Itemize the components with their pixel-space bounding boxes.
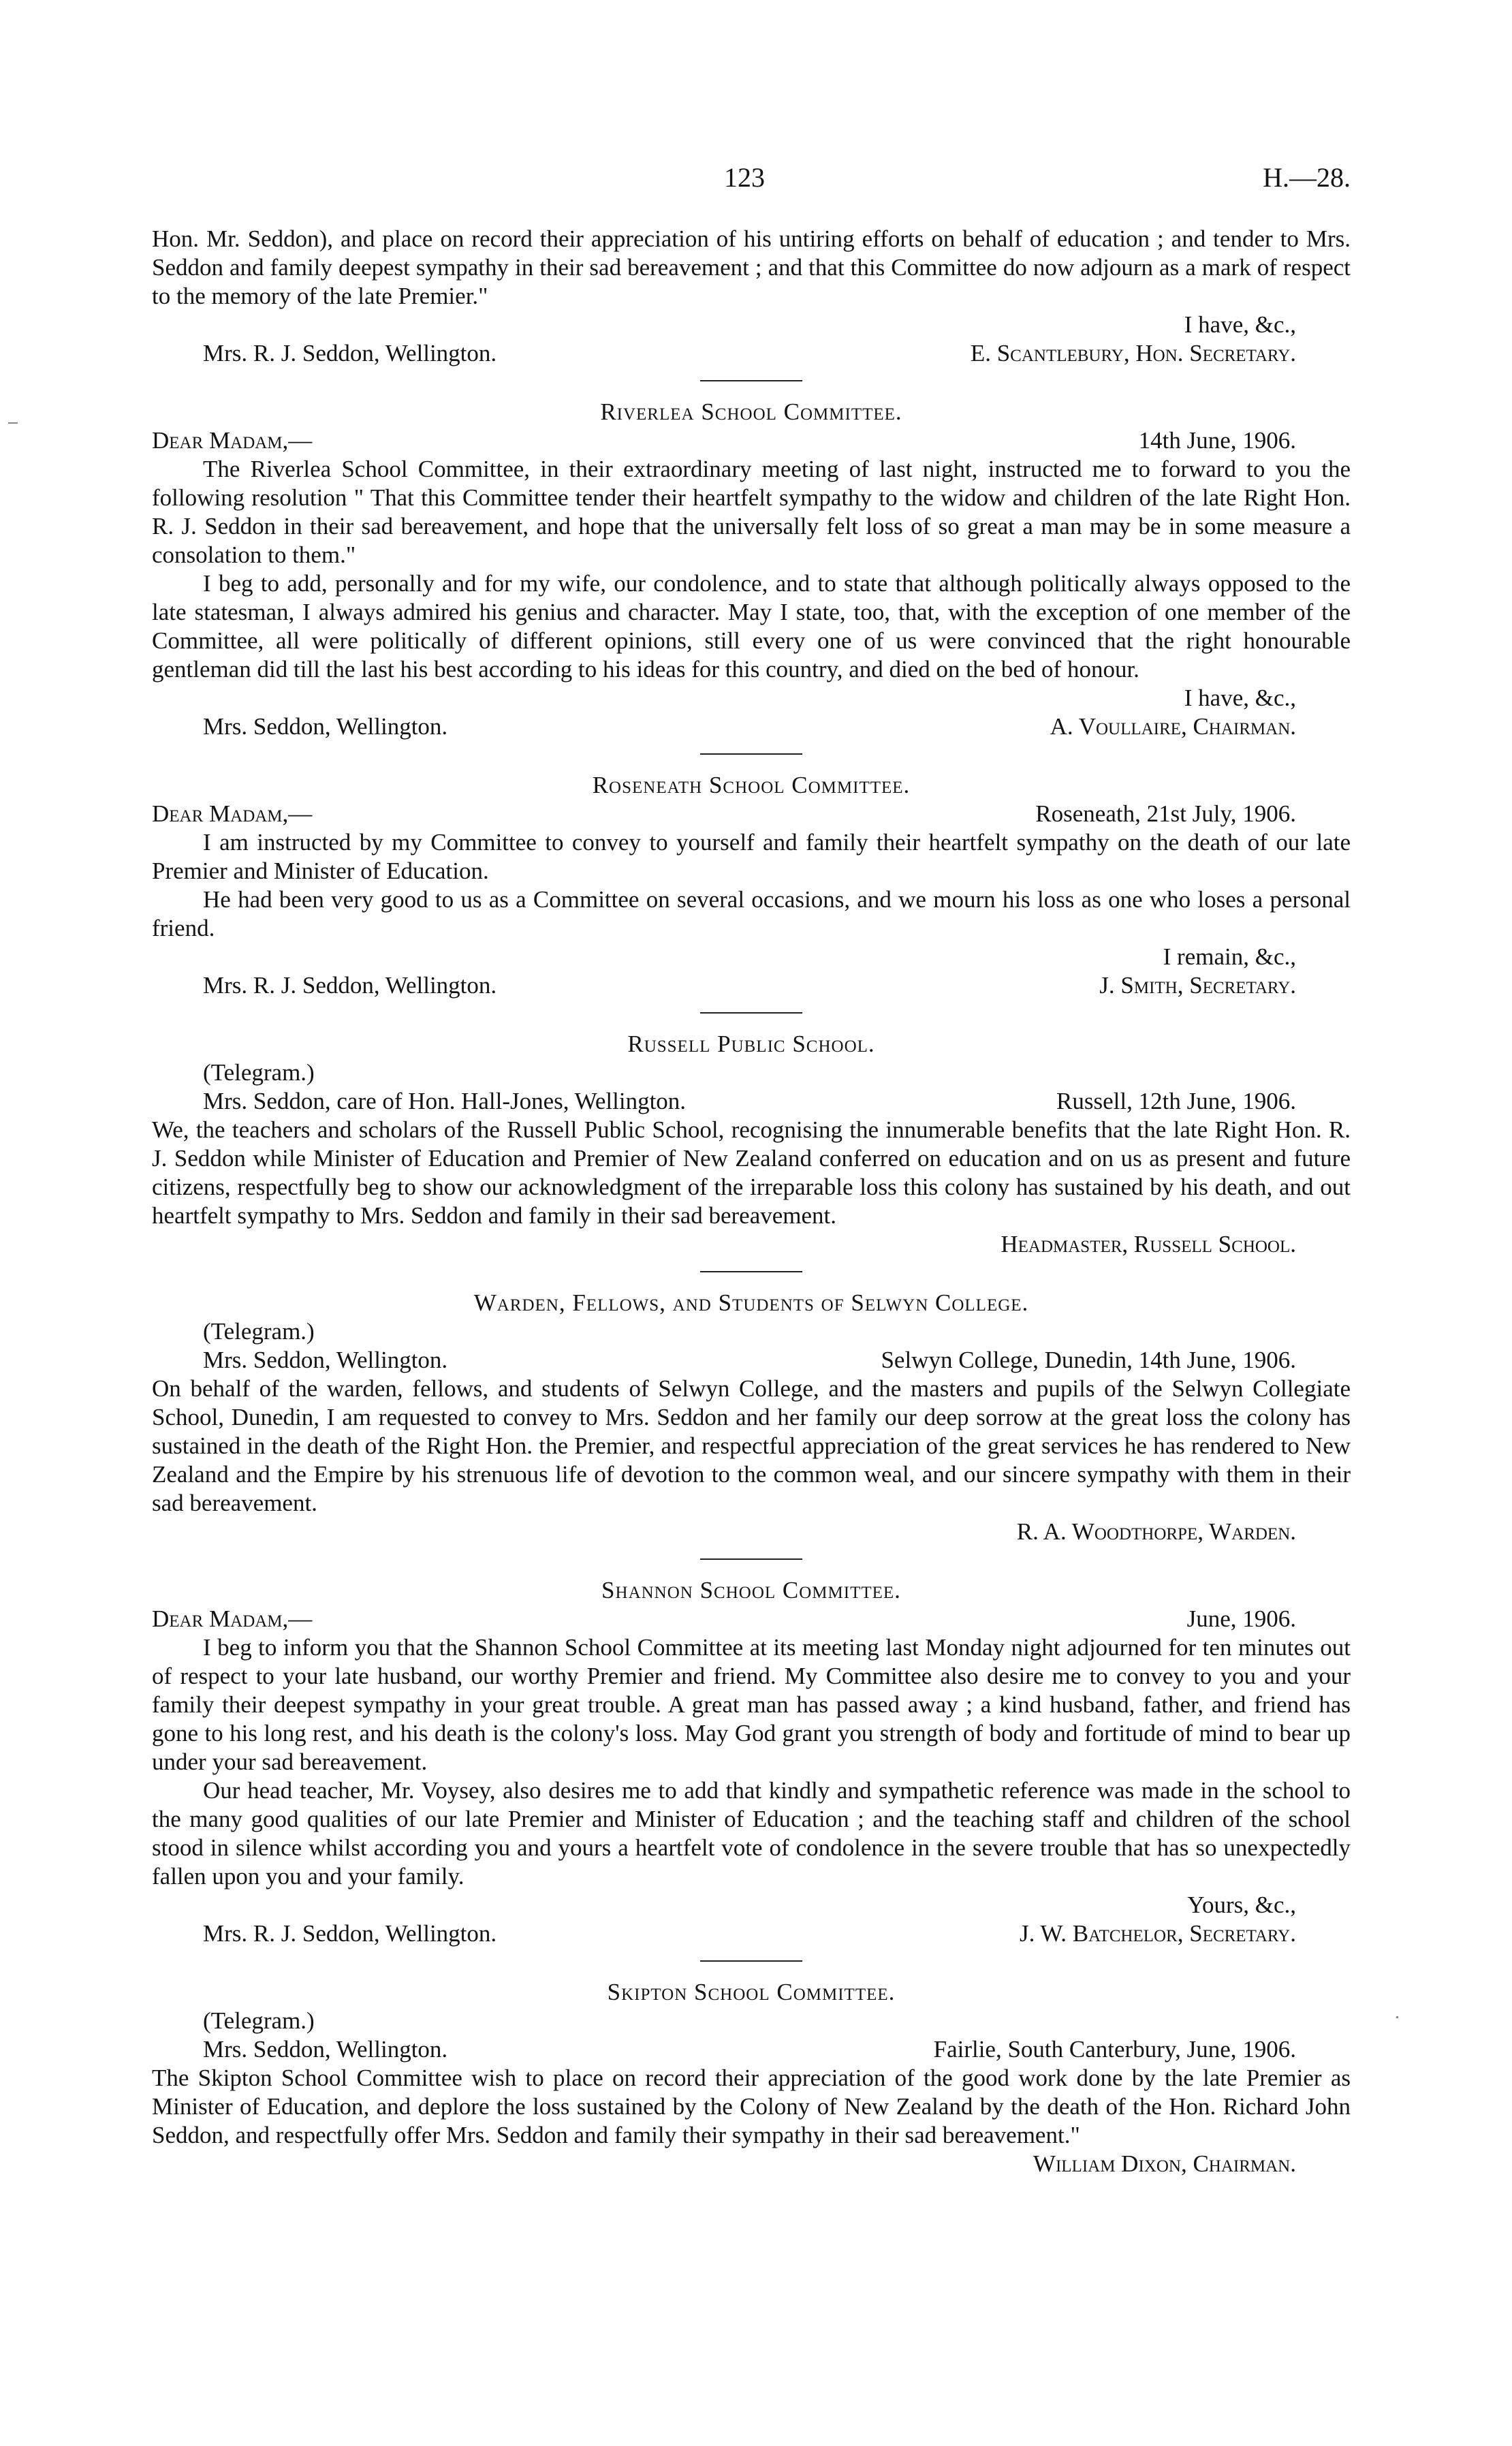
riverlea-salutation: Dear Madam,— — [152, 427, 313, 454]
intro-signoff — [152, 339, 1351, 368]
roseneath-closing: I remain, &c., — [1163, 943, 1296, 970]
roseneath-heading-line — [152, 800, 1351, 828]
skipton-title: Skipton School Committee. — [607, 1979, 896, 2005]
riverlea-closing: I have, &c., — [1184, 685, 1296, 711]
skipton-section — [152, 1978, 1351, 2178]
intro-closing: I have, &c., — [1184, 311, 1296, 338]
roseneath-signature: J. Smith, Secretary. — [1099, 972, 1296, 999]
riverlea-heading-line — [152, 426, 1351, 455]
page-header — [152, 0, 1351, 225]
section-divider — [700, 1012, 802, 1014]
roseneath-signoff — [152, 971, 1351, 1000]
russell-title: Russell Public School. — [627, 1031, 875, 1057]
russell-telegram-label: (Telegram.) — [203, 1059, 315, 1086]
skipton-date: Fairlie, South Canterbury, June, 1906. — [933, 2036, 1296, 2063]
selwyn-addressee: Mrs. Seddon, Wellington. — [203, 1347, 448, 1373]
riverlea-paragraph-2: I beg to add, personally and for my wife, our condolence, and to state that although politically always opposed to the late statesman, I always admired his genius and character. May I state, too, that, with the exception of one member of the Committee, all were politically of different opinions, still every one of us were convinced that the right honourable gentleman did till the last his best according to his ideas for this country, and died on the bed of honour. — [152, 570, 1351, 683]
scan-mark — [1396, 2016, 1398, 2018]
shannon-title: Shannon School Committee. — [601, 1577, 901, 1603]
shannon-paragraph-1: I beg to inform you that the Shannon School Committee at its meeting last Monday night adjourned for ten minutes out of respect to your late husband, our worthy Premier and friend. My Committee also desire me to convey to you and your family their deepest sympathy in your great trouble. A great man has passed away ; a kind husband, father, and friend has gone to his long rest, and his death is the colony's loss. May God grant you strength of body and fortitude of mind to bear up under your sad bereavement. — [152, 1634, 1351, 1775]
skipton-address-line — [152, 2035, 1351, 2064]
document-page — [152, 0, 1351, 2178]
section-divider — [700, 1960, 802, 1962]
riverlea-title: Riverlea School Committee. — [600, 398, 902, 425]
intro-signature: E. Scantlebury, Hon. Secretary. — [970, 340, 1296, 366]
riverlea-paragraph-1: The Riverlea School Committee, in their extraordinary meeting of last night, instructed me to forward to you the following resolution " That this Committee tender their heartfelt sympathy to the widow and children of the late Right Hon. R. J. Seddon in their sad bereavement, and hope that the universally felt loss of so great a man may be in some measure a consolation to them." — [152, 456, 1351, 568]
roseneath-addressee: Mrs. R. J. Seddon, Wellington. — [203, 972, 497, 999]
selwyn-title: Warden, Fellows, and Students of Selwyn College. — [473, 1289, 1029, 1316]
shannon-salutation: Dear Madam,— — [152, 1605, 313, 1632]
shannon-date: June, 1906. — [1186, 1605, 1296, 1632]
shannon-heading-line — [152, 1605, 1351, 1633]
russell-address-line — [152, 1087, 1351, 1116]
section-divider — [700, 753, 802, 755]
selwyn-body: On behalf of the warden, fellows, and students of Selwyn College, and the masters and pupils of the Selwyn Collegiate School, Dunedin, I am requested to convey to Mrs. Seddon and her family our deep sorrow at the great loss the colony has sustained in the death of the Right Hon. the Premier, and respectful appreciation of the great services he has rendered to New Zealand and the Empire by his strenuous life of devotion to the common weal, and our sincere sympathy with them in their sad bereavement. — [152, 1375, 1351, 1516]
russell-date: Russell, 12th June, 1906. — [1056, 1088, 1296, 1114]
selwyn-section — [152, 1289, 1351, 1560]
skipton-telegram-label: (Telegram.) — [203, 2007, 315, 2034]
skipton-addressee: Mrs. Seddon, Wellington. — [203, 2036, 448, 2063]
selwyn-address-line — [152, 1346, 1351, 1375]
shannon-paragraph-2: Our head teacher, Mr. Voysey, also desires me to add that kindly and sympathetic reference was made in the school to the many good qualities of our late Premier and Minister of Education ; and the teaching staff and children of the school stood in silence whilst according you and yours a heartfelt vote of condolence in the severe trouble that has so unexpectedly fallen upon you and your family. — [152, 1777, 1351, 1890]
document-reference: H.—28. — [1263, 162, 1351, 193]
russell-signature: Headmaster, Russell School. — [1001, 1231, 1296, 1257]
section-divider — [700, 380, 802, 381]
section-divider — [700, 1271, 802, 1272]
roseneath-title: Roseneath School Committee. — [592, 772, 911, 798]
riverlea-signoff — [152, 712, 1351, 741]
shannon-addressee: Mrs. R. J. Seddon, Wellington. — [203, 1920, 497, 1947]
roseneath-paragraph-2: He had been very good to us as a Committee on several occasions, and we mourn his loss as one who loses a personal friend. — [152, 886, 1351, 941]
riverlea-signature: A. Voullaire, Chairman. — [1050, 713, 1296, 740]
roseneath-paragraph-1: I am instructed by my Committee to convey to yourself and family their heartfelt sympathy on the death of our late Premier and Minister of Education. — [152, 829, 1351, 884]
russell-addressee: Mrs. Seddon, care of Hon. Hall-Jones, Wellington. — [203, 1088, 687, 1114]
roseneath-section — [152, 771, 1351, 1014]
selwyn-telegram-label: (Telegram.) — [203, 1318, 315, 1345]
roseneath-date: Roseneath, 21st July, 1906. — [1035, 800, 1296, 827]
page-number: 123 — [724, 162, 765, 193]
shannon-signoff — [152, 1919, 1351, 1948]
riverlea-date: 14th June, 1906. — [1138, 427, 1296, 454]
skipton-signature: William Dixon, Chairman. — [1033, 2150, 1296, 2177]
russell-section — [152, 1030, 1351, 1272]
shannon-signature: J. W. Batchelor, Secretary. — [1020, 1920, 1296, 1947]
shannon-closing: Yours, &c., — [1187, 1892, 1296, 1918]
selwyn-date: Selwyn College, Dunedin, 14th June, 1906. — [881, 1347, 1296, 1373]
riverlea-addressee: Mrs. Seddon, Wellington. — [203, 713, 448, 740]
section-divider — [700, 1558, 802, 1560]
intro-addressee: Mrs. R. J. Seddon, Wellington. — [203, 340, 497, 366]
skipton-body: The Skipton School Committee wish to place on record their appreciation of the good work done by the late Premier as Minister of Education, and deplore the loss sustained by the Colony of New Zealand by the death of the Hon. Richard John Seddon, and respectfully offer Mrs. Seddon and family their sympathy in their sad bereavement." — [152, 2065, 1351, 2148]
selwyn-signature: R. A. Woodthorpe, Warden. — [1016, 1518, 1296, 1545]
russell-body: We, the teachers and scholars of the Russell Public School, recognising the innumerable benefits that the late Right Hon. R. J. Seddon while Minister of Education and Premier of New Zealand conferred on education and on us as present and future citizens, respectfully beg to show our acknowledgment of the irreparable loss this colony has sustained by his death, and out heartfelt sympathy to Mrs. Seddon and family in their sad bereavement. — [152, 1116, 1351, 1229]
riverlea-section — [152, 398, 1351, 755]
scan-mark — [8, 422, 18, 424]
intro-section — [152, 225, 1351, 381]
roseneath-salutation: Dear Madam,— — [152, 800, 313, 827]
intro-text: Hon. Mr. Seddon), and place on record their appreciation of his untiring efforts on behalf of education ; and tender to Mrs. Seddon and family deepest sympathy in their sad bereavement ; and that this Committee do now adjourn as a mark of respect to the memory of the late Premier." — [152, 225, 1351, 309]
shannon-section — [152, 1576, 1351, 1962]
